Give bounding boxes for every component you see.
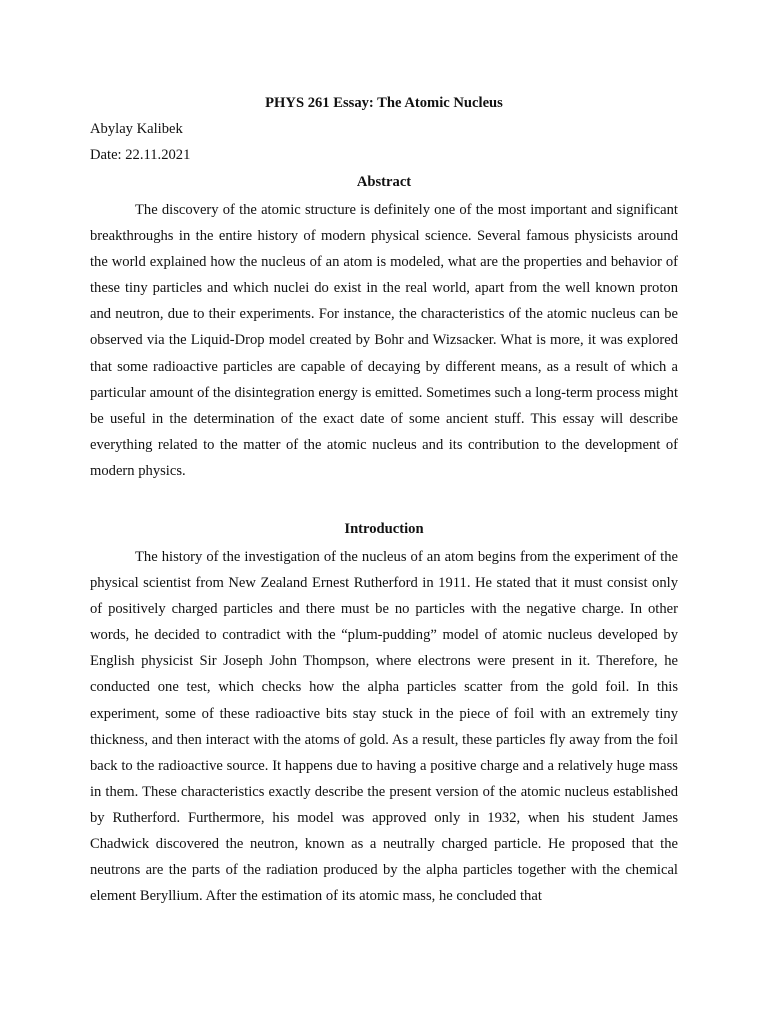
introduction-paragraph: The history of the investigation of the nucleus of an atom begins from the experiment of the physical scientist from New Zealand Ernest Rutherford in 1911. He stated that it must consist only of positively charged particles and there must be no particles with the negative charge. In other words, he decided to contradict with the “plum-pudding” model of atomic nucleus developed by English physicist Sir Joseph John Thompson, where electrons were present in it. Therefore, he conducted one test, which checks how the alpha particles scatter from the gold foil. In this experiment, some of these radioactive bits stay stuck in the piece of foil with an extremely tiny thickness, and then interact with the atoms of gold. As a result, these particles fly away from the foil back to the radioactive source. It happens due to having a positive charge and a relatively huge mass in them. These characteristics exactly describe the present version of the atomic nucleus established by Rutherford. Furthermore, his model was approved only in 1932, when his student James Chadwick discovered the neutron, known as a neutrally charged particle. He proposed that the neutrons are the parts of the radiation produced by the alpha particles together with the chemical element Beryllium. After the estimation of its atomic mass, he concluded that <box>90 549 678 905</box>
abstract-paragraph: The discovery of the atomic structure is definitely one of the most important and significant breakthroughs in the entire history of modern physical science. Several famous physicists around the world explained how the nucleus of an atom is modeled, what are the properties and behavior of these tiny particles and which nuclei do exist in the real world, apart from the well known proton and neutron, due to their experiments. For instance, the characteristics of the atomic nucleus can be observed via the Liquid-Drop model created by Bohr and Wizsacker. What is more, it was explored that some radioactive particles are capable of decaying by different means, as a result of which a particular amount of the disintegration energy is emitted. Sometimes such a long-term process might be useful in the determination of the exact date of some ancient stuff. This essay will describe everything related to the matter of the atomic nucleus and its contribution to the development of modern physics. <box>90 202 678 479</box>
author-name: Abylay Kalibek <box>90 121 183 137</box>
abstract-heading: Abstract <box>356 174 412 190</box>
document-date: Date: 22.11.2021 <box>90 147 191 163</box>
document-title: PHYS 261 Essay: The Atomic Nucleus <box>265 95 503 111</box>
introduction-heading: Introduction <box>344 521 424 537</box>
